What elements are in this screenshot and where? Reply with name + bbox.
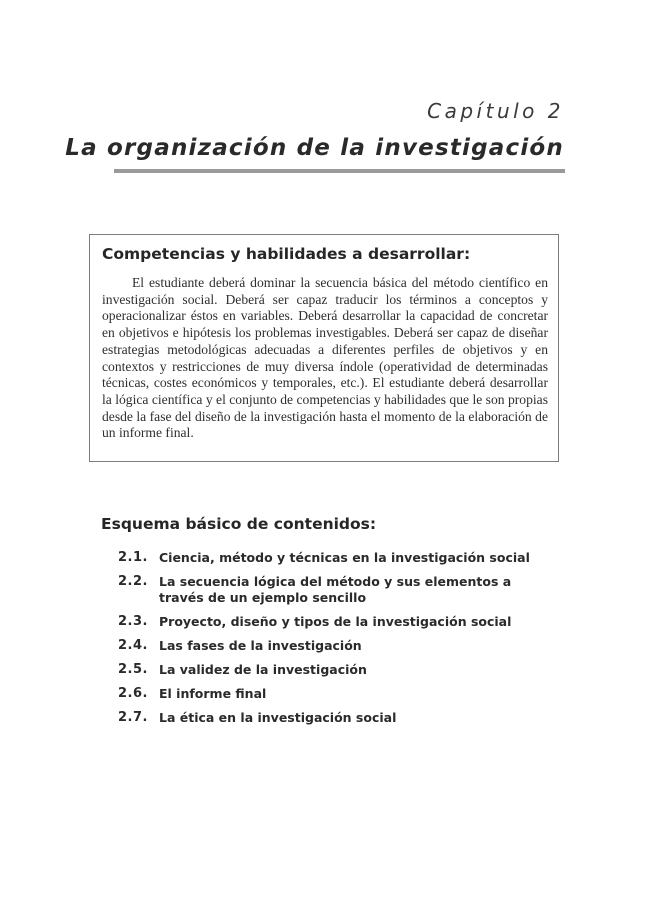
contents-item-number: 2.5. xyxy=(118,662,148,677)
competencias-heading: Competencias y habilidades a desarrollar: xyxy=(102,245,471,263)
contents-item-number: 2.7. xyxy=(118,710,148,725)
competencias-box xyxy=(89,234,559,462)
contents-item-text: La ética en la investigación social xyxy=(159,710,397,725)
contents-item-text: Ciencia, método y técnicas en la investigación social xyxy=(159,550,530,565)
contents-item-number: 2.2. xyxy=(118,574,148,589)
contents-item xyxy=(118,550,558,566)
esquema-heading: Esquema básico de contenidos: xyxy=(101,515,377,533)
competencias-body: El estudiante deberá dominar la secuencia básica del método científico en investigación social. Deberá ser capaz traducir los términos a conceptos y operacionalizar éstos en variables. Deberá desarrollar la capacidad de concretar en objetivos e hipótesis los problemas investigables. Deberá ser capaz de diseñar estrategias metodológicas adecuadas a diferentes perfiles de objetivos y en contextos y restricciones de muy diversa índole (operatividad de determinadas técnicas, costes económicos y temporales, etc.). El estudiante deberá desarrollar la lógica científica y el conjunto de competencias y habilidades que le son propias desde la fase del diseño de la investigación hasta el momento de la elaboración de un informe final. xyxy=(102,275,548,441)
contents-item xyxy=(118,686,558,702)
contents-item-text: Proyecto, diseño y tipos de la investigación social xyxy=(159,614,512,629)
contents-item xyxy=(118,614,558,630)
contents-item-number: 2.1. xyxy=(118,550,148,565)
contents-item-number: 2.3. xyxy=(118,614,148,629)
contents-list xyxy=(118,550,558,734)
contents-item xyxy=(118,710,558,726)
contents-item xyxy=(118,574,558,606)
contents-item-text: Las fases de la investigación xyxy=(159,638,362,653)
contents-item xyxy=(118,662,558,678)
title-rule xyxy=(114,169,565,173)
chapter-label: Capítulo 2 xyxy=(427,99,564,123)
contents-item-number: 2.4. xyxy=(118,638,148,653)
contents-item-text: El informe final xyxy=(159,686,267,701)
contents-item-text: La validez de la investigación xyxy=(159,662,367,677)
contents-item xyxy=(118,638,558,654)
contents-item-text: La secuencia lógica del método y sus elementos a través de un ejemplo sencillo xyxy=(159,574,512,605)
contents-item-number: 2.6. xyxy=(118,686,148,701)
chapter-title: La organización de la investigación xyxy=(65,135,564,161)
